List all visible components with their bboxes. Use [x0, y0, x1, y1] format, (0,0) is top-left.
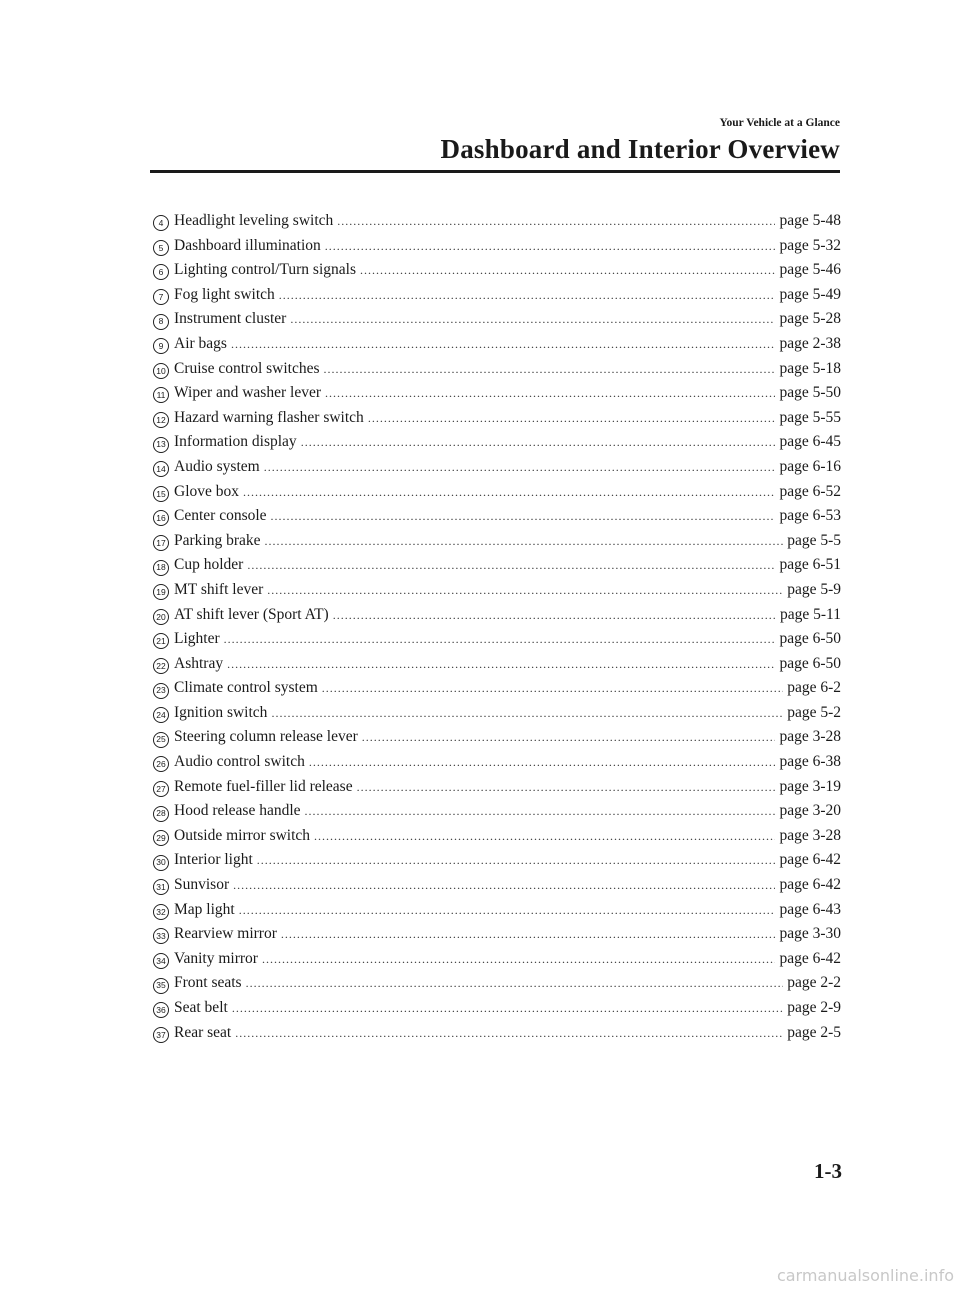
circled-number-badge: 6: [153, 264, 169, 280]
dot-leader: [247, 555, 775, 575]
circled-number-badge: 23: [153, 683, 169, 699]
entry-label: Air bags: [174, 334, 227, 352]
page-reference: page 5-11: [780, 605, 841, 623]
page-reference: page 3-28: [779, 826, 841, 844]
circled-number-badge: 13: [153, 437, 169, 453]
entry-label: Wiper and washer lever: [174, 384, 321, 402]
entry-label: Glove box: [174, 482, 240, 500]
page-reference: page 6-45: [779, 433, 841, 451]
entry-label: Rearview mirror: [174, 925, 277, 943]
index-entry: [153, 408, 841, 433]
dot-leader: [246, 973, 784, 993]
circled-number-badge: 8: [153, 314, 169, 330]
page-reference: page 3-30: [779, 925, 841, 943]
index-entry: [153, 309, 841, 334]
page-reference: page 6-2: [787, 679, 841, 697]
entry-label: Lighting control/Turn signals: [174, 261, 356, 279]
dot-leader: [262, 949, 776, 969]
circled-number-badge: 19: [153, 584, 169, 600]
index-list: [153, 211, 841, 1047]
index-entry: [153, 998, 841, 1023]
entry-label: Fog light switch: [174, 285, 275, 303]
dot-leader: [243, 482, 775, 502]
index-entry: [153, 555, 841, 580]
circled-number-badge: 28: [153, 806, 169, 822]
index-entry: [153, 580, 841, 605]
index-entry: [153, 801, 841, 826]
dot-leader: [232, 998, 783, 1018]
dot-leader: [281, 924, 776, 944]
entry-label: Center console: [174, 507, 267, 525]
dot-leader: [271, 703, 783, 723]
circled-number-badge: 35: [153, 978, 169, 994]
page-reference: page 6-53: [779, 507, 841, 525]
page-reference: page 5-49: [779, 285, 841, 303]
entry-label: Cup holder: [174, 556, 244, 574]
entry-label: Interior light: [174, 851, 253, 869]
entry-label: Ashtray: [174, 654, 224, 672]
page-reference: page 6-51: [779, 556, 841, 574]
page-reference: page 5-50: [779, 384, 841, 402]
entry-label: Steering column release lever: [174, 728, 358, 746]
circled-number-badge: 36: [153, 1002, 169, 1018]
page-reference: page 6-16: [779, 457, 841, 475]
page-reference: page 6-52: [779, 482, 841, 500]
page-reference: page 6-50: [779, 654, 841, 672]
index-entry: [153, 260, 841, 285]
circled-number-badge: 32: [153, 904, 169, 920]
entry-label: Outside mirror switch: [174, 826, 311, 844]
circled-number-badge: 5: [153, 240, 169, 256]
page-reference: page 5-32: [779, 236, 841, 254]
page-reference: page 2-2: [787, 974, 841, 992]
dot-leader: [325, 236, 776, 256]
dot-leader: [257, 850, 776, 870]
index-entry: [153, 359, 841, 384]
dot-leader: [224, 629, 776, 649]
dot-leader: [267, 580, 783, 600]
index-entry: [153, 629, 841, 654]
dot-leader: [322, 678, 783, 698]
circled-number-badge: 24: [153, 707, 169, 723]
circled-number-badge: 31: [153, 879, 169, 895]
entry-label: Parking brake: [174, 531, 261, 549]
circled-number-badge: 20: [153, 609, 169, 625]
index-entry: [153, 1023, 841, 1048]
page-reference: page 5-9: [787, 580, 841, 598]
dot-leader: [368, 408, 776, 428]
circled-number-badge: 10: [153, 363, 169, 379]
entry-label: Rear seat: [174, 1023, 232, 1041]
circled-number-badge: 26: [153, 756, 169, 772]
entry-label: AT shift lever (Sport AT): [174, 605, 329, 623]
entry-label: Headlight leveling switch: [174, 212, 334, 229]
circled-number-badge: 9: [153, 338, 169, 354]
dot-leader: [314, 826, 775, 846]
index-entry: [153, 482, 841, 507]
index-entry: [153, 457, 841, 482]
page-reference: page 6-42: [779, 851, 841, 869]
page-reference: page 6-50: [779, 630, 841, 648]
circled-number-badge: 29: [153, 830, 169, 846]
page-reference: page 3-19: [779, 777, 841, 795]
entry-label: Remote fuel-filler lid release: [174, 777, 353, 795]
index-entry: [153, 531, 841, 556]
circled-number-badge: 30: [153, 855, 169, 871]
dot-leader: [360, 260, 775, 280]
dot-leader: [305, 801, 776, 821]
page-reference: page 5-46: [779, 261, 841, 279]
index-entry: [153, 506, 841, 531]
dot-leader: [362, 727, 776, 747]
index-entry: [153, 211, 841, 236]
entry-label: MT shift lever: [174, 580, 264, 598]
index-entry: [153, 850, 841, 875]
page-number: 1-3: [814, 1159, 842, 1183]
circled-number-badge: 21: [153, 633, 169, 649]
index-entry: [153, 924, 841, 949]
circled-number-badge: 15: [153, 486, 169, 502]
page-reference: page 5-2: [787, 703, 841, 721]
dot-leader: [279, 285, 776, 305]
index-entry: [153, 826, 841, 851]
circled-number-badge: 37: [153, 1027, 169, 1043]
page-reference: page 3-20: [779, 802, 841, 820]
page-reference: page 5-5: [787, 531, 841, 549]
circled-number-badge: 34: [153, 953, 169, 969]
entry-label: Climate control system: [174, 679, 318, 697]
entry-label: Lighter: [174, 630, 220, 648]
circled-number-badge: 25: [153, 732, 169, 748]
page-reference: page 2-5: [787, 1023, 841, 1041]
index-entry: [153, 703, 841, 728]
index-entry: [153, 236, 841, 261]
page-reference: page 6-42: [779, 876, 841, 894]
index-entry: [153, 973, 841, 998]
dot-leader: [325, 383, 775, 403]
page-title: Dashboard and Interior Overview: [440, 134, 840, 164]
entry-label: Audio system: [174, 457, 260, 475]
page-reference: page 5-28: [779, 310, 841, 328]
index-entry: [153, 678, 841, 703]
dot-leader: [333, 605, 776, 625]
index-entry: [153, 752, 841, 777]
index-entry: [153, 605, 841, 630]
index-entry: [153, 875, 841, 900]
header-divider: [150, 170, 840, 173]
page-reference: page 2-38: [779, 334, 841, 352]
dot-leader: [264, 457, 776, 477]
dot-leader: [265, 531, 784, 551]
circled-number-badge: 16: [153, 510, 169, 526]
circled-number-badge: 22: [153, 658, 169, 674]
entry-label: Hood release handle: [174, 802, 301, 820]
index-entry: [153, 900, 841, 925]
entry-label: Sunvisor: [174, 876, 230, 894]
index-entry: [153, 949, 841, 974]
dot-leader: [337, 211, 775, 231]
circled-number-badge: 18: [153, 560, 169, 576]
entry-label: Dashboard illumination: [174, 236, 321, 254]
circled-number-badge: 7: [153, 289, 169, 305]
dot-leader: [324, 359, 776, 379]
page-reference: page 6-38: [779, 753, 841, 771]
index-entry: [153, 727, 841, 752]
index-entry: [153, 432, 841, 457]
page-reference: page 5-48: [779, 212, 841, 229]
entry-label: Information display: [174, 433, 297, 451]
index-entry: [153, 654, 841, 679]
entry-label: Ignition switch: [174, 703, 268, 721]
dot-leader: [301, 432, 776, 452]
entry-label: Instrument cluster: [174, 310, 287, 328]
dot-leader: [271, 506, 776, 526]
entry-label: Audio control switch: [174, 753, 305, 771]
entry-label: Front seats: [174, 974, 242, 992]
circled-number-badge: 14: [153, 461, 169, 477]
entry-label: Cruise control switches: [174, 359, 320, 377]
circled-number-badge: 11: [153, 387, 169, 403]
index-entry: [153, 285, 841, 310]
circled-number-badge: 12: [153, 412, 169, 428]
index-entry: [153, 777, 841, 802]
dot-leader: [235, 1023, 783, 1043]
page-reference: page 6-43: [779, 900, 841, 918]
page-reference: page 6-42: [779, 949, 841, 967]
entry-label: Hazard warning flasher switch: [174, 408, 364, 426]
index-entry: [153, 334, 841, 359]
circled-number-badge: 27: [153, 781, 169, 797]
page-header: [150, 116, 840, 166]
dot-leader: [239, 900, 776, 920]
page-reference: page 2-9: [787, 999, 841, 1016]
entry-label: Seat belt: [174, 999, 228, 1016]
entry-label: Vanity mirror: [174, 949, 258, 967]
entry-label: Map light: [174, 900, 235, 918]
dot-leader: [290, 309, 775, 329]
page-reference: page 3-28: [779, 728, 841, 746]
dot-leader: [233, 875, 775, 895]
dot-leader: [231, 334, 776, 354]
index-entry: [153, 383, 841, 408]
dot-leader: [309, 752, 776, 772]
circled-number-badge: 17: [153, 535, 169, 551]
page-reference: page 5-55: [779, 408, 841, 426]
section-label: Your Vehicle at a Glance: [719, 117, 840, 129]
circled-number-badge: 4: [153, 215, 169, 231]
circled-number-badge: 33: [153, 928, 169, 944]
page-reference: page 5-18: [779, 359, 841, 377]
dot-leader: [357, 777, 776, 797]
watermark: carmanualsonline.info: [776, 1266, 954, 1285]
dot-leader: [227, 654, 775, 674]
